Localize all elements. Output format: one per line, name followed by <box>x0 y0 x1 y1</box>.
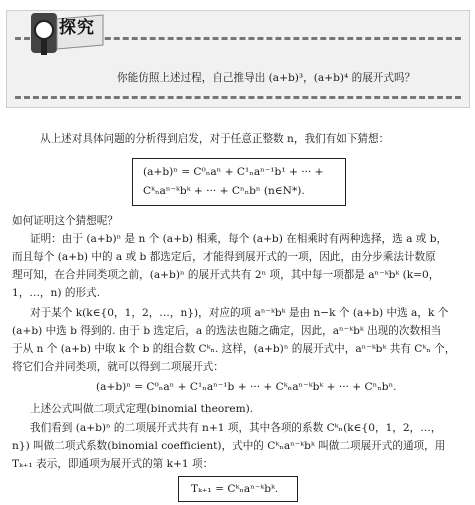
proof-line: 1，…，n) 的形式. <box>12 287 100 299</box>
counting-line: 将它们合并同类项，就可以得到二项展开式： <box>12 361 224 373</box>
general-term-box <box>178 476 298 502</box>
binomial-expansion: (a+b)ⁿ = C⁰ₙaⁿ + C¹ₙaⁿ⁻¹b + ··· + Cᵏₙaⁿ⁻ᵏbᵏ + ··· + Cⁿₙbⁿ. <box>96 381 397 393</box>
conjecture-box <box>132 158 346 206</box>
general-term: Tₖ₊₁ = Cᵏₙaⁿ⁻ᵏbᵏ. <box>191 483 279 495</box>
proof-line: 而且每个 (a+b) 中的 a 或 b 都选定后，才能得到展开式的一项，因此，由分步乘法计数原 <box>12 251 436 263</box>
explore-box <box>6 10 470 108</box>
coefficient-line: Tₖ₊₁ 表示，即通项为展开式的第 k+1 项： <box>12 458 214 470</box>
explore-badge-label: 探究 <box>59 18 95 38</box>
proof-line: 证明：由于 (a+b)ⁿ 是 n 个 (a+b) 相乘，每个 (a+b) 在相乘时有两种选择，选 a 或 b， <box>30 233 448 245</box>
conjecture-line-2: Cᵏₙaⁿ⁻ᵏbᵏ + ··· + Cⁿₙbⁿ (n∈N*). <box>143 185 305 197</box>
dashed-border-bottom <box>15 96 461 99</box>
theorem-name: 上述公式叫做二项式定理(binomial theorem). <box>30 403 254 415</box>
explore-badge <box>29 11 107 57</box>
counting-line: 于从 n 个 (a+b) 中取 k 个 b 的组合数 Cᵏₙ. 这样，(a+b)ⁿ 的展开式中，aⁿ⁻ᵏbᵏ 共有 Cᵏₙ 个， <box>12 343 456 355</box>
how-prove-text: 如何证明这个猜想呢？ <box>12 215 118 227</box>
counting-line: 对于某个 k(k∈{0，1，2，…，n})，对应的项 aⁿ⁻ᵏbᵏ 是由 n−k 个 (a+b) 中选 a，k 个 <box>30 307 449 319</box>
coefficient-line: n}) 叫做二项式系数(binomial coefficient)，式中的 Cᵏₙaⁿ⁻ᵏbᵏ 叫做二项展开式的通项，用 <box>12 440 446 452</box>
explore-question: 你能仿照上述过程，自己推导出 (a+b)³，(a+b)⁴ 的展开式吗？ <box>117 72 416 84</box>
counting-line: (a+b) 中选 b 得到的. 由于 b 选定后，a 的选法也随之确定，因此，aⁿ⁻ᵏbᵏ 出现的次数相当 <box>12 325 442 337</box>
coefficient-line: 我们看到 (a+b)ⁿ 的二项展开式共有 n+1 项，其中各项的系数 Cᵏₙ(k∈{0，1，2，…， <box>30 422 442 434</box>
intro-text: 从上述对具体问题的分析得到启发，对于任意正整数 n，我们有如下猜想： <box>40 133 390 145</box>
proof-line: 理可知，在合并同类项之前，(a+b)ⁿ 的展开式共有 2ⁿ 项，其中每一项都是 aⁿ⁻ᵏbᵏ (k=0， <box>12 269 440 281</box>
conjecture-line-1: (a+b)ⁿ = C⁰ₙaⁿ + C¹ₙaⁿ⁻¹b¹ + ··· + <box>143 166 324 178</box>
